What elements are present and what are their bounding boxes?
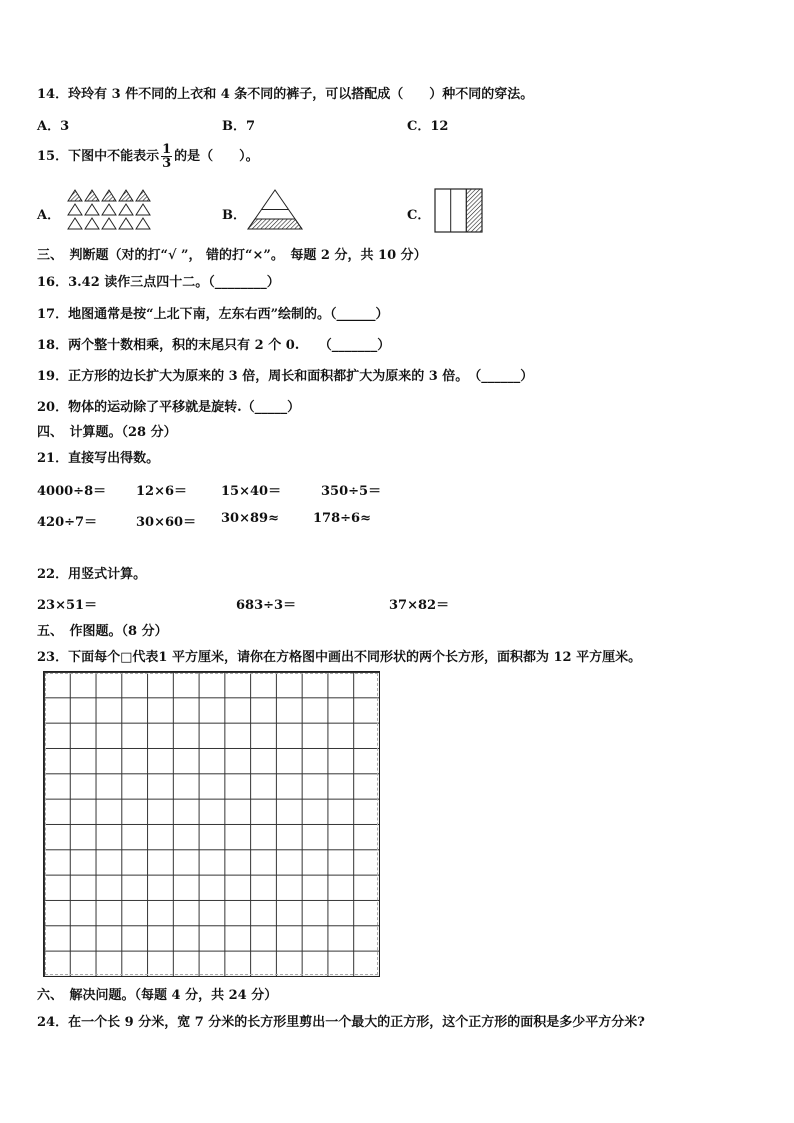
divided-rectangle-figure xyxy=(434,188,484,234)
calc-item: 4000÷8＝ xyxy=(37,484,107,499)
q15-option-a: A． xyxy=(37,208,61,223)
question-23: 23．下面每个□代表1 平方厘米，请你在方格图中画出不同形状的两个长方形，面积都为 12 平方厘米。 xyxy=(37,650,642,665)
question-18: 18．两个整十数相乘，积的末尾只有 2 个 0. （_______） xyxy=(37,338,391,353)
q14-option-c: C．12 xyxy=(407,119,449,134)
question-16: 16．3.42 读作三点四十二。（________） xyxy=(37,275,280,290)
triangles-figure xyxy=(66,188,156,232)
question-14: 14．玲玲有 3 件不同的上衣和 4 条不同的裤子，可以搭配成（ ）种不同的穿法。 xyxy=(37,87,534,102)
q15-option-c: C． xyxy=(407,208,431,223)
calc-item: 350÷5＝ xyxy=(321,484,382,499)
calc-item: 30×60＝ xyxy=(136,515,197,530)
square-grid xyxy=(43,671,380,977)
q14-option-a: A．3 xyxy=(37,119,70,134)
calc-item: 15×40＝ xyxy=(221,484,282,499)
question-20: 20．物体的运动除了平移就是旋转.（_____） xyxy=(37,400,301,415)
section-6-heading: 六、 解决问题。（每题 4 分，共 24 分） xyxy=(37,988,278,1003)
vertical-calc-item: 37×82＝ xyxy=(389,598,450,613)
calc-item: 30×89≈ xyxy=(221,511,279,526)
q15-option-b: B． xyxy=(222,208,246,223)
calc-item: 420÷7＝ xyxy=(37,515,98,530)
question-19: 19．正方形的边长扩大为原来的 3 倍，周长和面积都扩大为原来的 3 倍。 （______） xyxy=(37,369,534,384)
calc-item: 178÷6≈ xyxy=(313,511,371,526)
question-17: 17．地图通常是按“上北下南，左东右西”绘制的。（______） xyxy=(37,307,389,322)
triangle-row-2 xyxy=(68,204,150,215)
question-22-title: 22．用竖式计算。 xyxy=(37,567,147,582)
vertical-calc-item: 23×51＝ xyxy=(37,598,98,613)
section-4-heading: 四、 计算题。（28 分） xyxy=(37,425,177,440)
layered-triangle-figure xyxy=(246,188,304,232)
triangle-row-1 xyxy=(68,190,150,201)
question-15 xyxy=(37,143,259,170)
q15-text-before: 15．下图中不能表示 xyxy=(37,149,160,164)
calc-item: 12×6＝ xyxy=(136,484,188,499)
fraction-numerator: 1 xyxy=(162,142,172,157)
fraction-denominator: 3 xyxy=(162,156,172,171)
question-21-title: 21．直接写出得数。 xyxy=(37,451,160,466)
fraction-one-third xyxy=(161,143,172,170)
vertical-calc-item: 683÷3＝ xyxy=(236,598,297,613)
section-3-heading: 三、 判断题（对的打“√ ”， 错的打“×”。 每题 2 分，共 10 分） xyxy=(37,248,427,263)
triangle-row-3 xyxy=(68,218,150,229)
q14-option-b: B．7 xyxy=(222,119,256,134)
section-5-heading: 五、 作图题。（8 分） xyxy=(37,624,168,639)
question-24: 24．在一个长 9 分米，宽 7 分米的长方形里剪出一个最大的正方形，这个正方形的面积是多少平方分米? xyxy=(37,1015,645,1030)
q15-text-after: 的是（ ）。 xyxy=(174,149,259,164)
